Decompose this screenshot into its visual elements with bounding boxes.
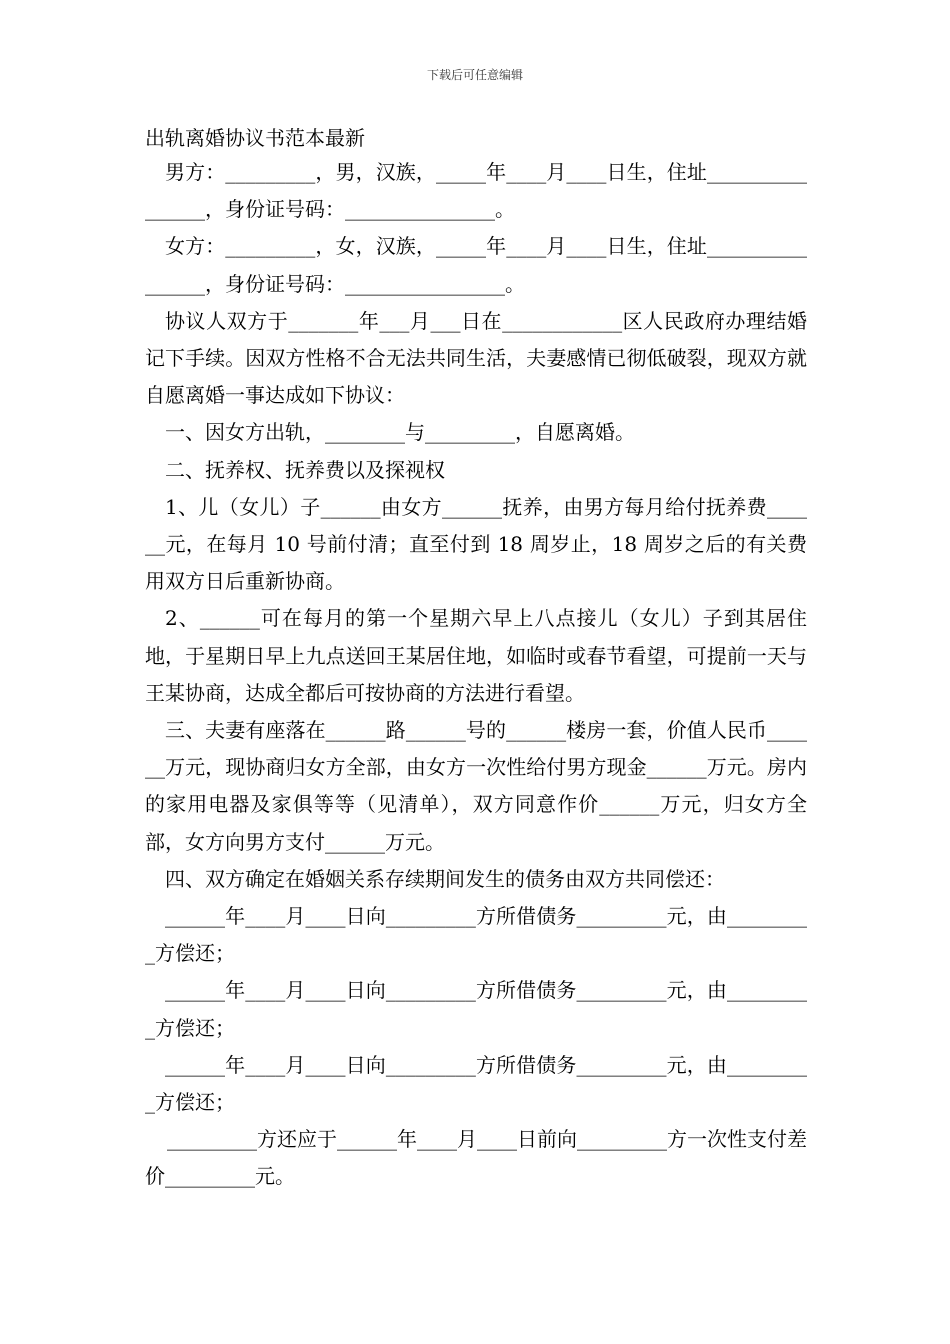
clause-three: 三、夫妻有座落在______路______号的______楼房一套，价值人民币______万元，现协商归女方全部，由女方一次性给付男方现金______万元。房内的家用电器及家俱等等（见清单），双方同意作价______万元，归女方全部，女方向男方支付______万元。: [145, 718, 807, 854]
clause-settlement: _________方还应于______年____月____日前向_________方一次性支付差价_________元。: [145, 1127, 807, 1189]
clause-two-item-1: 1、儿（女儿）子______由女方______抚养，由男方每月给付抚养费______元，在每月 10 号前付清；直至付到 18 周岁止，18 周岁之后的有关费用双方日后重新协商。: [145, 494, 807, 594]
clause-one: 一、因女方出轨，________与_________，自愿离婚。: [165, 420, 635, 445]
clause-intro: 协议人双方于_______年___月___日在____________区人民政府办理结婚记下手续。因双方性格不合无法共同生活，夫妻感情已彻低破裂，现双方就自愿离婚一事达成如下协议：: [145, 308, 807, 408]
debt-line-2: ______年____月____日向_________方所借债务_________元，由_________方偿还；: [145, 978, 807, 1040]
debt-line-3: ______年____月____日向_________方所借债务_________元，由_________方偿还；: [145, 1052, 807, 1115]
debt-line-1: ______年____月____日向_________方所借债务_________元，由_________方偿还；: [145, 904, 807, 966]
clause-husband-info: 男方：_________，男，汉族，_____年____月____日生，住址________________，身份证号码：_______________。: [145, 160, 807, 222]
document-body: [145, 154, 807, 1196]
clause-two-heading: 二、抚养权、抚养费以及探视权: [165, 457, 445, 482]
clause-two-item-2: 2、______可在每月的第一个星期六早上八点接儿（女儿）子到其居住地，于星期日早上九点送回王某居住地，如临时或春节看望，可提前一天与王某协商，达成全都后可按协商的方法进行看望。: [145, 606, 807, 705]
document-title: 出轨离婚协议书范本最新: [145, 126, 365, 150]
clause-four-heading: 四、双方确定在婚姻关系存续期间发生的债务由双方共同偿还：: [165, 866, 725, 891]
clause-wife-info: 女方：_________，女，汉族，_____年____月____日生，住址________________，身份证号码：________________。: [145, 234, 807, 296]
page-header: 下载后可任意编辑: [426, 68, 523, 82]
